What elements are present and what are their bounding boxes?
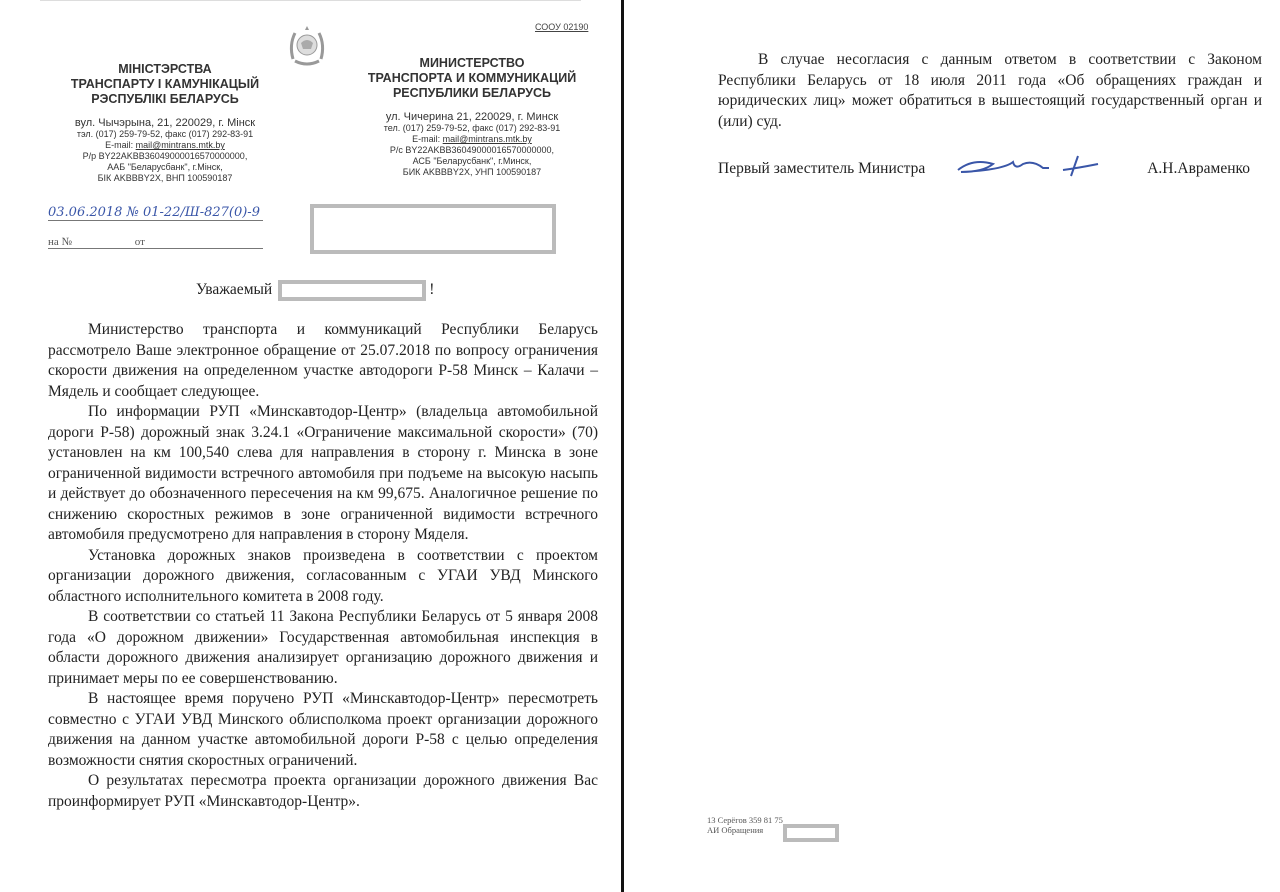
- signature-block: [718, 160, 1262, 178]
- address: вул. Чычэрына, 21, 220029, г. Мінск: [74, 117, 256, 129]
- bank-name: ААБ "Беларусбанк", г.Мінск,: [107, 162, 223, 172]
- executor-footer: [707, 815, 783, 835]
- paragraph: По информации РУП «Минскавтодор-Центр» (владельца автомобильной дороги Р-58) дорожный знак 3.24.1 «Ограничение максимальной скорости» (70) установлен на км 100,540 слева для направления в сторону г. Минска в зоне ограниченной видимости встречного автомобиля при подъеме на высокую насыпь и действует до обозначенного пересечения на км 99,675. Аналогичное решение по снижению скоростных режимов в зоне ограниченной видимости встречного автомобиля предусмотрено для направления в сторону Мяделя.: [48, 403, 598, 543]
- letterhead-russian: [352, 56, 592, 178]
- executor-info: 13 Серёгов 359 81 75: [707, 815, 783, 825]
- bank-name: АСБ "Беларусбанк", г.Минск,: [412, 156, 532, 166]
- paragraph: О результатах пересмотра проекта организации дорожного движения Вас проинформирует РУП «Минскавтодор-Центр».: [48, 772, 598, 810]
- address: ул. Чичерина 21, 220029, г. Минск: [385, 111, 559, 123]
- ministry-title-line: МІНІСТЭРСТВА: [118, 62, 212, 76]
- letter-body: [48, 320, 598, 812]
- letterhead-belarusian: [40, 62, 290, 184]
- redacted-addressee: [310, 204, 556, 254]
- paragraph: В случае несогласия с данным ответом в соответствии с Законом Республики Беларусь от 18 июля 2011 года «Об обращениях граждан и юридических лиц» может обратиться в вышестоящий государственный орган и (или) суд.: [718, 51, 1262, 130]
- phone: тел. (017) 259-79-52, факс (017) 292-83-91: [383, 123, 561, 133]
- ministry-title-line: МИНИСТЕРСТВО: [419, 56, 525, 70]
- paragraph: Установка дорожных знаков произведена в соответствии с проектом организации дорожного движения, согласованным с УГАИ УВД Минского областного исполнительного комитета в 2008 году.: [48, 546, 598, 605]
- paragraph: В настоящее время поручено РУП «Минскавтодор-Центр» пересмотреть совместно с УГАИ УВД Минского облисполкома проект организации дорожного движения на данном участке автомобильной дороги Р-58 с целью определения возможности снятия скоростных ограничений.: [48, 690, 598, 769]
- signer-title: Первый заместитель Министра: [718, 160, 926, 177]
- top-edge: [40, 0, 581, 1]
- ministry-title-line: РЕСПУБЛИКИ БЕЛАРУСЬ: [392, 86, 552, 100]
- bank-account: Р/с BY22AKBB36049000016570000000,: [389, 145, 555, 155]
- phone: тэл. (017) 259-79-52, факс (017) 292-83-91: [76, 129, 254, 139]
- bank-codes: БИК AKBBBY2X, УНП 100590187: [402, 167, 542, 177]
- ministry-title-line: ТРАНСПАРТУ І КАМУНІКАЦЫЙ: [70, 77, 260, 91]
- page-divider: [621, 0, 624, 892]
- email-label: E-mail:: [105, 140, 136, 150]
- letter-page-2: [625, 0, 1280, 892]
- reference-line: [48, 236, 263, 249]
- email-link[interactable]: mail@mintrans.mtk.by: [135, 140, 225, 150]
- reference-date-label: от: [134, 236, 145, 248]
- signer-name: А.Н.Авраменко: [1147, 160, 1250, 177]
- greeting: [196, 280, 434, 301]
- registration-number: 03.06.2018 № 01-22/Ш-827(0)-9: [48, 205, 263, 221]
- email-label: E-mail:: [412, 134, 443, 144]
- redacted-footer: [783, 824, 839, 842]
- bank-codes: БІК AKBBBY2X, ВНП 100590187: [97, 173, 233, 183]
- paragraph: Министерство транспорта и коммуникаций Республики Беларусь рассмотрело Ваше электронное обращение от 25.07.2018 по вопросу ограничения скорости движения на определенном участке автодороги Р-58 Минск – Калачи – Мядель и сообщает следующее.: [48, 321, 598, 400]
- letter-body-continued: [718, 50, 1262, 132]
- ministry-title-line: РЭСПУБЛІКІ БЕЛАРУСЬ: [91, 92, 239, 106]
- document-system-label: АИ Обращения: [707, 825, 764, 835]
- reference-number-label: на №: [48, 236, 73, 248]
- form-code: СООУ 02190: [535, 22, 589, 32]
- bank-account: Р/р BY22AKBB36049000016570000000,: [82, 151, 248, 161]
- email-link[interactable]: mail@mintrans.mtk.by: [442, 134, 532, 144]
- ministry-title-line: ТРАНСПОРТА И КОММУНИКАЦИЙ: [367, 71, 577, 85]
- handwritten-signature-icon: [953, 150, 1103, 182]
- greeting-text: Уважаемый: [196, 281, 273, 299]
- paragraph: В соответствии со статьей 11 Закона Республики Беларусь от 5 января 2008 года «О дорожном движении» Государственная автомобильная инспекция в области дорожного движения анализирует организацию дорожного движения и принимает меры по ее совершенствованию.: [48, 608, 598, 687]
- redacted-name: [278, 280, 426, 301]
- letter-page-1: [0, 0, 621, 892]
- greeting-end: !: [429, 281, 435, 299]
- state-emblem-icon: [285, 23, 329, 67]
